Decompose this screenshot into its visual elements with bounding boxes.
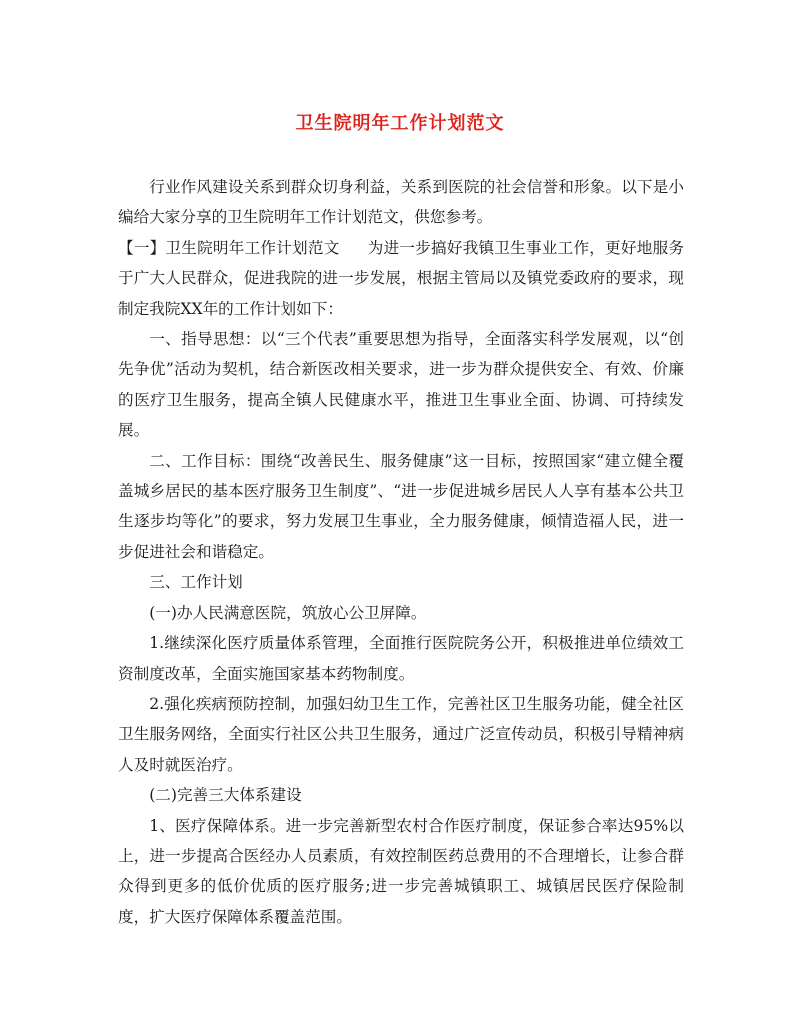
paragraph-item-2: 2.强化疾病预防控制，加强妇幼卫生工作，完善社区卫生服务功能，健全社区卫生服务网络，全面实行社区公共卫生服务，通过广泛宣传动员，积极引导精神病人及时就医治疗。 <box>118 694 684 774</box>
paragraph-section-one <box>118 233 684 324</box>
paragraph-plan-heading: 三、工作计划 <box>149 573 243 592</box>
paragraph-medical-security: 1、医疗保障体系。进一步完善新型农村合作医疗制度，保证参合率达95%以上，进一步提高合医经办人员素质，有效控制医药总费用的不合理增长，让参合群众得到更多的低价优质的医疗服务;进一步完善城镇职工、城镇居民医疗保险制度，扩大医疗保障体系覆盖范围。 <box>118 816 684 926</box>
document-title: 卫生院明年工作计划范文 <box>295 113 505 134</box>
paragraph-item-1: 1.继续深化医疗质量体系管理，全面推行医院院务公开，积极推进单位绩效工资制度改革，全面实施国家基本药物制度。 <box>118 634 684 683</box>
paragraph-sub-two: (二)完善三大体系建设 <box>149 786 302 805</box>
document-body <box>118 172 684 932</box>
paragraph-intro: 行业作风建设关系到群众切身利益，关系到医院的社会信誉和形象。以下是小编给大家分享的卫生院明年工作计划范文，供您参考。 <box>118 178 684 227</box>
paragraph-guiding-thought: 一、指导思想：以“三个代表”重要思想为指导，全面落实科学发展观，以“创先争优”活动为契机，结合新医改相关要求，进一步为群众提供安全、有效、价廉的医疗卫生服务，提高全镇人民健康水平，推进卫生事业全面、协调、可持续发展。 <box>118 330 684 440</box>
paragraph-work-goal: 二、工作目标：围绕“改善民生、服务健康”这一目标，按照国家“建立健全覆盖城乡居民的基本医疗服务卫生制度”、“进一步促进城乡居民人人享有基本公共卫生逐步均等化”的要求，努力发展卫生事业，全力服务健康，倾情造福人民，进一步促进社会和谐稳定。 <box>118 451 684 561</box>
section-one-heading: 【一】卫生院明年工作计划范文 <box>118 238 340 257</box>
paragraph-sub-one: (一)办人民满意医院，筑放心公卫屏障。 <box>149 603 427 622</box>
section-one-text: 为进一步搞好我镇卫生事业工作，更好地服务于广大人民群众，促进我院的进一步发展，根据主管局以及镇党委政府的要求，现制定我院XX年的工作计划如下： <box>118 238 684 318</box>
